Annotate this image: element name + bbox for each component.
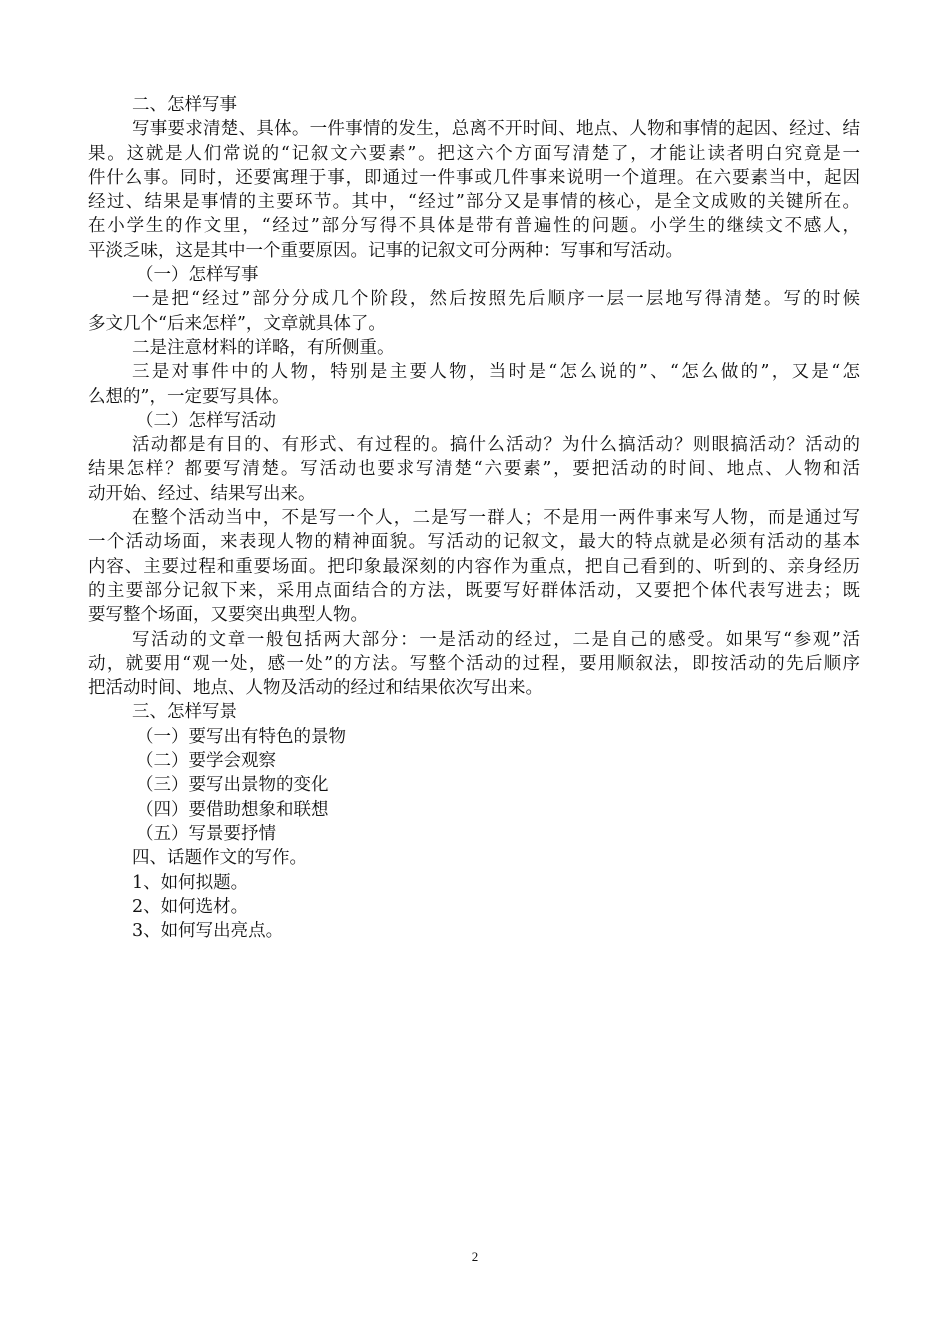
page-number: 2 — [471, 1249, 479, 1264]
text-line: 四、话题作文的写作。 — [132, 848, 307, 869]
text-line: 三、怎样写景 — [132, 702, 237, 723]
text-line: （五）写景要抒情 — [136, 823, 276, 844]
text-line: 内容、主要过程和重要场面。把印象最深刻的内容作为重点，把自己看到的、听到的、亲身经历 — [88, 556, 860, 577]
text-line: 一个活动场面，来表现人物的精神面貌。写活动的记叙文，最大的特点就是必须有活动的基本 — [88, 532, 860, 553]
text-line: 么想的”，一定要写具体。 — [88, 386, 290, 407]
text-line: 1、如何拟题。 — [132, 872, 249, 893]
text-line: 二是注意材料的详略，有所侧重。 — [132, 337, 395, 358]
text-line: 多文几个“后来怎样”，文章就具体了。 — [88, 313, 386, 334]
text-line: （一）怎样写事 — [136, 265, 259, 286]
text-line: 写活动的文章一般包括两大部分：一是活动的经过，二是自己的感受。如果写“参观”活 — [132, 629, 860, 650]
text-line: 平淡乏味，这是其中一个重要原因。记事的记叙文可分两种：写事和写活动。 — [88, 240, 683, 261]
text-line: 的主要部分记叙下来，采用点面结合的方法，既要写好群体活动，又要把个体代表写进去；既 — [88, 580, 860, 601]
text-line: 在小学生的作文里，“经过”部分写得不具体是带有普遍性的问题。小学生的继续文不感人， — [88, 216, 860, 237]
text-line: 写事要求清楚、具体。一件事情的发生，总离不开时间、地点、人物和事情的起因、经过、结 — [132, 119, 860, 140]
text-line: 二、怎样写事 — [132, 95, 237, 115]
text-line: 经过、结果是事情的主要环节。其中，“经过”部分又是事情的核心，是全文成败的关键所在。 — [88, 192, 860, 213]
text-line: （二）要学会观察 — [136, 751, 276, 772]
text-line: 件什么事。同时，还要寓理于事，即通过一件事或几件事来说明一个道理。在六要素当中，起因 — [88, 167, 860, 188]
text-line: （一）要写出有特色的景物 — [136, 726, 346, 747]
text-line: 结果怎样？都要写清楚。写活动也要求写清楚“六要素”，要把活动的时间、地点、人物和活 — [88, 459, 860, 480]
text-line: 果。这就是人们常说的“记叙文六要素”。把这六个方面写清楚了，才能让读者明白究竟是一 — [88, 143, 860, 164]
text-line: 2、如何选材。 — [132, 896, 249, 917]
text-line: 要写整个场面，又要突出典型人物。 — [88, 605, 368, 626]
text-line: 一是把“经过”部分分成几个阶段，然后按照先后顺序一层一层地写得清楚。写的时候 — [132, 289, 860, 310]
text-line: 三是对事件中的人物，特别是主要人物，当时是“怎么说的”、“怎么做的”，又是“怎 — [132, 362, 860, 383]
text-line: 动，就要用“观一处，感一处”的方法。写整个活动的过程，要用顺叙法，即按活动的先后顺序 — [88, 653, 860, 674]
text-line: 3、如何写出亮点。 — [132, 921, 284, 942]
text-line: （四）要借助想象和联想 — [136, 799, 329, 820]
text-line: 在整个活动当中，不是写一个人，二是写一群人；不是用一两件事来写人物，而是通过写 — [132, 508, 860, 529]
text-line: （三）要写出景物的变化 — [136, 775, 329, 796]
text-line: 动开始、经过、结果写出来。 — [88, 483, 316, 504]
document-body — [88, 93, 860, 943]
text-line: 把活动时间、地点、人物及活动的经过和结果依次写出来。 — [88, 678, 543, 699]
text-line: （二）怎样写活动 — [136, 410, 276, 431]
text-line: 活动都是有目的、有形式、有过程的。搞什么活动？为什么搞活动？则眼搞活动？活动的 — [132, 435, 860, 456]
